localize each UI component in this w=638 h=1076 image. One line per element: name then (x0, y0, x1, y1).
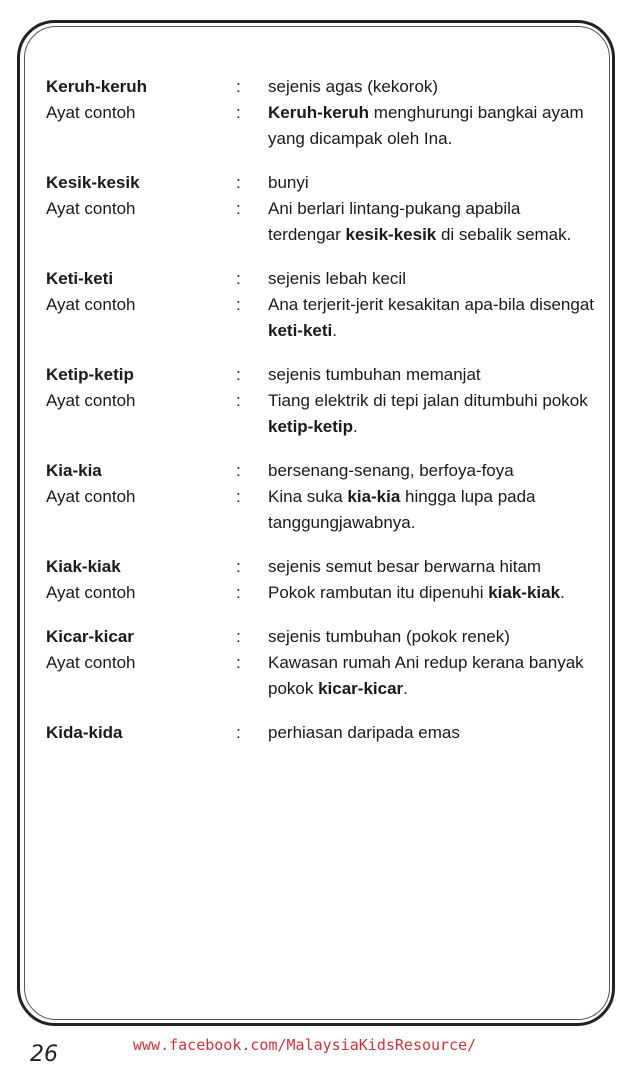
example-text: menghurungi bangkai ayam yang dicampak oleh Ina. (268, 103, 584, 148)
colon: : (236, 653, 241, 672)
definition-row (46, 624, 596, 650)
dictionary-entry (46, 266, 596, 344)
example-text: . (403, 679, 408, 698)
colon: : (236, 487, 241, 506)
definition: bersenang-senang, berfoya-foya (268, 461, 514, 480)
headword: Kiak-kiak (46, 557, 121, 576)
dictionary-entry (46, 624, 596, 702)
example-text: Kawasan rumah Ani redup kerana banyak pokok (268, 653, 584, 698)
colon: : (236, 391, 241, 410)
example-row (46, 388, 596, 440)
footer-link[interactable]: www.facebook.com/MalaysiaKidsResource/ (133, 1036, 477, 1054)
definition-row (46, 266, 596, 292)
definition: sejenis semut besar berwarna hitam (268, 557, 542, 576)
example-sentence (268, 100, 596, 152)
dictionary-entry (46, 362, 596, 440)
example-text: Tiang elektrik di tepi jalan ditumbuhi pokok (268, 391, 588, 410)
example-text: . (332, 321, 337, 340)
example-sentence (268, 580, 596, 606)
example-text: Pokok rambutan itu dipenuhi (268, 583, 489, 602)
headword: Kia-kia (46, 461, 102, 480)
colon: : (236, 365, 241, 384)
colon: : (236, 583, 241, 602)
colon: : (236, 77, 241, 96)
example-row (46, 484, 596, 536)
colon: : (236, 173, 241, 192)
definition: sejenis tumbuhan memanjat (268, 365, 481, 384)
example-keyword: kicar-kicar (318, 679, 404, 698)
definition: sejenis lebah kecil (268, 269, 406, 288)
dictionary-entry (46, 170, 596, 248)
example-row (46, 650, 596, 702)
colon: : (236, 199, 241, 218)
example-label: Ayat contoh (46, 487, 136, 506)
headword: Kesik-kesik (46, 173, 140, 192)
definition: sejenis tumbuhan (pokok renek) (268, 627, 510, 646)
colon: : (236, 461, 241, 480)
example-label: Ayat contoh (46, 295, 136, 314)
example-row (46, 292, 596, 344)
dictionary-entries (46, 74, 596, 764)
definition-row (46, 554, 596, 580)
colon: : (236, 269, 241, 288)
example-label: Ayat contoh (46, 199, 136, 218)
dictionary-entry (46, 554, 596, 606)
dictionary-entry (46, 720, 596, 746)
colon: : (236, 295, 241, 314)
example-keyword: keti-keti (268, 321, 333, 340)
definition-row (46, 720, 596, 746)
example-keyword: kiak-kiak (488, 583, 561, 602)
example-text: Ani berlari lintang-pukang apabila terdengar (268, 199, 521, 244)
example-keyword: kia-kia (347, 487, 401, 506)
example-text: Kina suka (268, 487, 348, 506)
headword: Keruh-keruh (46, 77, 148, 96)
colon: : (236, 723, 241, 742)
example-row (46, 580, 596, 606)
definition: perhiasan daripada emas (268, 723, 460, 742)
example-row (46, 196, 596, 248)
example-label: Ayat contoh (46, 103, 136, 122)
colon: : (236, 627, 241, 646)
definition-row (46, 458, 596, 484)
headword: Ketip-ketip (46, 365, 134, 384)
example-keyword: Keruh-keruh (268, 103, 370, 122)
colon: : (236, 103, 241, 122)
example-text: . (560, 583, 565, 602)
example-sentence (268, 650, 596, 702)
example-text: di sebalik semak. (436, 225, 572, 244)
example-text: . (353, 417, 358, 436)
definition-row (46, 170, 596, 196)
example-label: Ayat contoh (46, 391, 136, 410)
example-keyword: kesik-kesik (345, 225, 437, 244)
dictionary-entry (46, 458, 596, 536)
example-text: hingga lupa pada tanggungjawabnya. (268, 487, 536, 532)
definition: sejenis agas (kekorok) (268, 77, 439, 96)
page-number: 26 (30, 1042, 58, 1067)
definition-row (46, 362, 596, 388)
example-sentence (268, 292, 596, 344)
example-sentence (268, 196, 596, 248)
example-label: Ayat contoh (46, 583, 136, 602)
example-label: Ayat contoh (46, 653, 136, 672)
headword: Keti-keti (46, 269, 114, 288)
dictionary-entry (46, 74, 596, 152)
definition-row (46, 74, 596, 100)
example-sentence (268, 484, 596, 536)
example-text: Ana terjerit-jerit kesakitan apa-bila disengat (268, 295, 595, 314)
colon: : (236, 557, 241, 576)
definition: bunyi (268, 173, 309, 192)
example-keyword: ketip-ketip (268, 417, 354, 436)
headword: Kida-kida (46, 723, 123, 742)
example-row (46, 100, 596, 152)
example-sentence (268, 388, 596, 440)
headword: Kicar-kicar (46, 627, 134, 646)
